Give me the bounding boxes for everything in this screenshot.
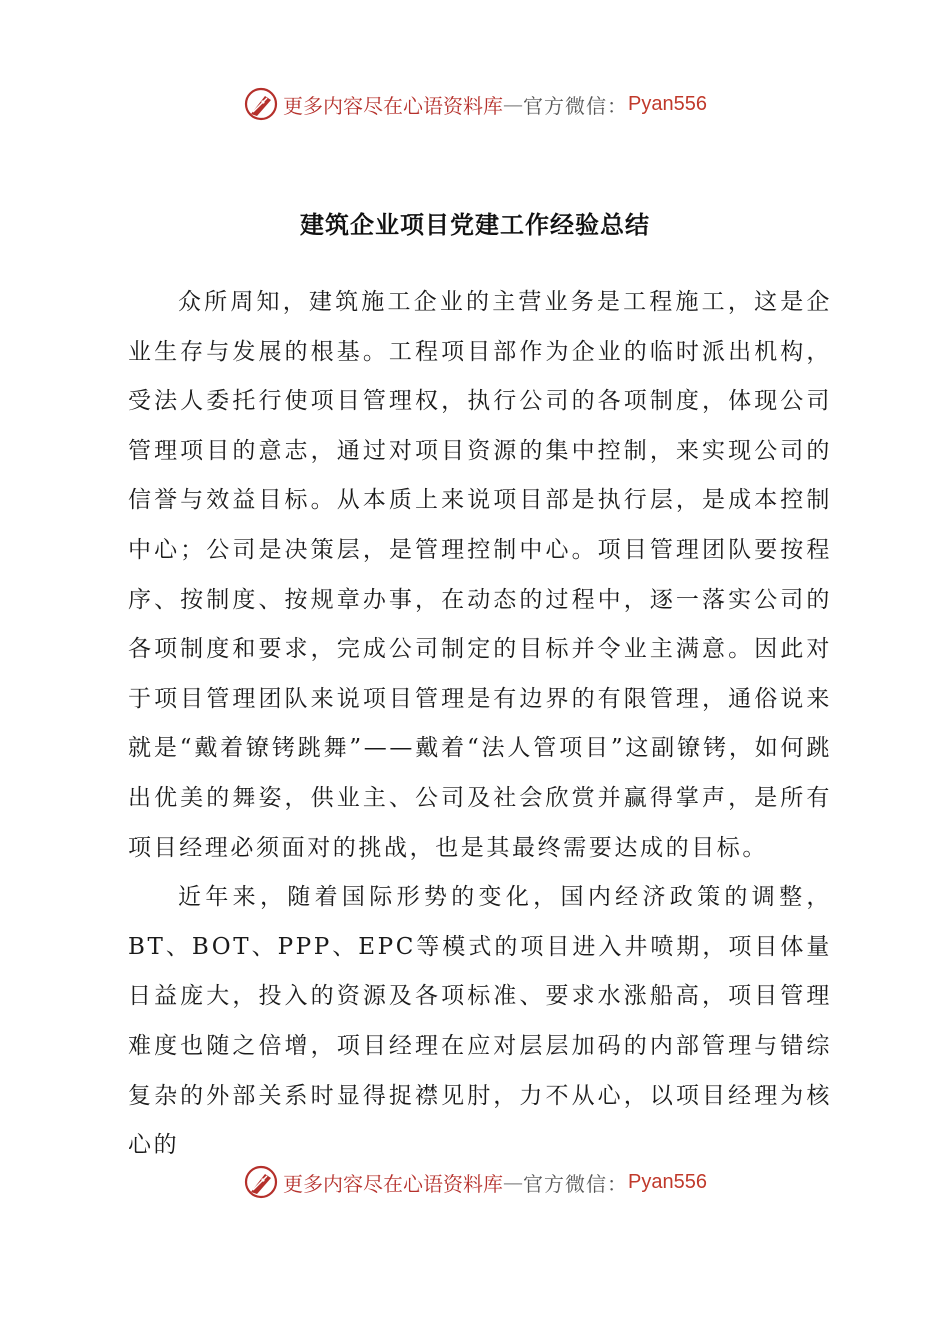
footer-watermark-banner (0, 1162, 950, 1202)
brand-name: 更多内容尽在心语资料库 (283, 93, 504, 118)
wechat-label: 官方微信： (523, 1171, 629, 1196)
document-title: 建筑企业项目党建工作经验总结 (300, 211, 650, 239)
separator-dash: — (503, 1170, 524, 1194)
document-body (128, 278, 832, 1171)
paragraph: 近年来，随着国际形势的变化，国内经济政策的调整，BT、BOT、PPP、EPC等模式的项目进入井喷期，项目体量日益庞大，投入的资源及各项标准、要求水涨船高，项目管理难度也随之倍增，项目经理在应对层层加码的内部管理与错综复杂的外部关系时显得捉襟见肘，力不从心，以项目经理为核心的 (128, 884, 832, 1159)
wechat-label: 官方微信： (523, 93, 629, 118)
pen-nib-logo-icon (243, 86, 279, 122)
header-watermark-banner (0, 84, 950, 124)
wechat-id: Pyan556 (628, 92, 707, 115)
paragraph: 众所周知，建筑施工企业的主营业务是工程施工，这是企业生存与发展的根基。工程项目部作为企业的临时派出机构，受法人委托行使项目管理权，执行公司的各项制度，体现公司管理项目的意志，通过对项目资源的集中控制，来实现公司的信誉与效益目标。从本质上来说项目部是执行层，是成本控制中心；公司是决策层，是管理控制中心。项目管理团队要按程序、按制度、按规章办事，在动态的过程中，逐一落实公司的各项制度和要求，完成公司制定的目标并令业主满意。因此对于项目管理团队来说项目管理是有边界的有限管理，通俗说来就是“戴着镣铐跳舞”——戴着“法人管项目”这副镣铐，如何跳出优美的舞姿，供业主、公司及社会欣赏并赢得掌声，是所有项目经理必须面对的挑战，也是其最终需要达成的目标。 (128, 289, 832, 861)
wechat-id: Pyan556 (628, 1170, 707, 1193)
brand-name: 更多内容尽在心语资料库 (283, 1171, 504, 1196)
pen-nib-logo-icon (243, 1164, 279, 1200)
separator-dash: — (503, 92, 524, 116)
